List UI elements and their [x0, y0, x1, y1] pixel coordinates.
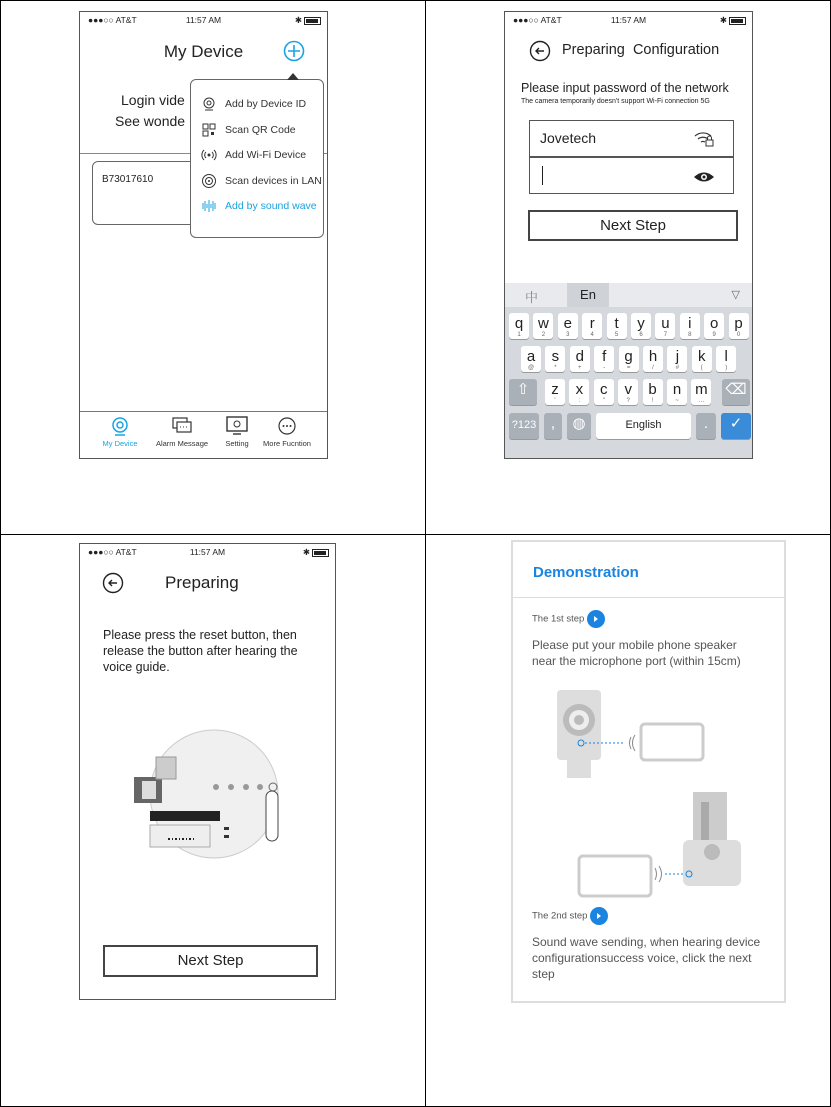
space-key[interactable]: English	[596, 413, 691, 439]
menu-sound-wave[interactable]: Add by sound wave	[201, 198, 317, 214]
comma-key[interactable]: ,	[544, 413, 562, 439]
add-icon[interactable]	[283, 40, 305, 67]
key-a[interactable]: a @	[521, 346, 541, 372]
ssid-field[interactable]: Jovetech	[529, 120, 734, 157]
globe-icon[interactable]: ◍	[567, 413, 591, 439]
sound-wave-icon	[201, 198, 217, 214]
key-l[interactable]: l )	[716, 346, 736, 372]
step1-label: The 1st step	[532, 610, 605, 628]
keyboard	[505, 283, 752, 458]
battery-icon: ✱	[720, 15, 746, 26]
device-icon	[110, 416, 130, 436]
status-bar	[80, 12, 327, 26]
add-menu	[190, 79, 324, 238]
wifi-signal-icon	[201, 147, 217, 163]
key-u[interactable]: u 7	[655, 313, 675, 339]
key-j[interactable]: j #	[667, 346, 687, 372]
step1-illustration	[557, 690, 707, 785]
tab-my-device[interactable]: My Device	[90, 416, 150, 448]
tab-bar	[80, 411, 327, 458]
tab-alarm[interactable]: Alarm Message	[152, 416, 212, 448]
status-bar: ●●●○○ AT&T 11:57 AM ✱	[80, 544, 335, 558]
time: 11:57 AM	[185, 15, 222, 25]
scan-lan-icon	[201, 173, 217, 189]
play-icon[interactable]	[590, 907, 608, 925]
key-e[interactable]: e 3	[558, 313, 578, 339]
play-icon[interactable]	[587, 610, 605, 628]
key-q[interactable]: q 1	[509, 313, 529, 339]
screen-configuration	[504, 11, 753, 459]
login-text-1: Login vide	[121, 92, 185, 108]
more-icon	[277, 416, 297, 436]
next-step-button[interactable]: Next Step	[103, 945, 318, 977]
wifi-note: The camera temporarily doesn't support Wi-Fi connection 5G	[521, 98, 710, 105]
key-n[interactable]: n ~	[667, 379, 687, 405]
period-key[interactable]: .	[696, 413, 716, 439]
enter-key[interactable]: ✓	[721, 413, 751, 439]
key-m[interactable]: m …	[691, 379, 711, 405]
status-bar: ●●●○○ AT&T 11:57 AM ✱	[505, 12, 752, 26]
step2-text: Sound wave sending, when hearing device configurationsuccess voice, click the next step	[532, 935, 761, 981]
menu-add-by-id[interactable]: Add by Device ID	[201, 96, 306, 112]
key-w[interactable]: w 2	[533, 313, 553, 339]
qr-code-icon	[201, 122, 217, 138]
key-i[interactable]: i 8	[680, 313, 700, 339]
tab-setting[interactable]: Setting	[207, 416, 267, 448]
password-prompt: Please input password of the network	[521, 81, 729, 95]
demonstration-panel	[511, 540, 786, 1003]
carrier: ●●●○○ AT&T	[88, 15, 137, 25]
key-p[interactable]: p 0	[729, 313, 749, 339]
collapse-icon[interactable]: ▽	[731, 289, 740, 301]
key-d[interactable]: d +	[570, 346, 590, 372]
step2-illustration	[577, 792, 747, 907]
key-y[interactable]: y 6	[631, 313, 651, 339]
login-text-2: See wonde	[115, 113, 186, 129]
key-s[interactable]: s *	[545, 346, 565, 372]
device-id: B73017610	[102, 174, 154, 185]
key-k[interactable]: k (	[692, 346, 712, 372]
message-icon	[171, 416, 193, 436]
key-h[interactable]: h /	[643, 346, 663, 372]
eye-icon[interactable]	[693, 170, 715, 188]
key-r[interactable]: r 4	[582, 313, 602, 339]
back-icon[interactable]	[102, 572, 124, 599]
page-title: Preparing	[165, 573, 239, 592]
text-cursor	[542, 166, 543, 185]
back-icon[interactable]	[529, 40, 551, 67]
battery-icon: ✱	[295, 15, 321, 26]
password-field[interactable]	[529, 157, 734, 194]
setting-icon	[226, 416, 248, 436]
key-b[interactable]: b !	[643, 379, 663, 405]
key-f[interactable]: f -	[594, 346, 614, 372]
tab-more[interactable]: More Fucntion	[257, 416, 317, 448]
step2-label: The 2nd step	[532, 907, 608, 925]
key-c[interactable]: c "	[594, 379, 614, 405]
menu-scan-qr[interactable]: Scan QR Code	[201, 122, 296, 138]
battery-icon: ✱	[303, 547, 329, 558]
screen-my-device	[79, 11, 328, 459]
key-v[interactable]: v ?	[618, 379, 638, 405]
lang-en[interactable]: En	[567, 283, 609, 307]
key-z[interactable]: z '	[545, 379, 565, 405]
camera-icon	[201, 96, 217, 112]
next-step-button[interactable]: Next Step	[528, 210, 738, 241]
instruction-text: Please press the reset button, then release the button after hearing the voice guide.	[103, 628, 298, 674]
screen-preparing	[79, 543, 336, 1000]
step1-text: Please put your mobile phone speaker near the microphone port (within 15cm)	[532, 638, 741, 668]
menu-scan-lan[interactable]: Scan devices in LAN	[201, 173, 322, 189]
page-title: My Device	[163, 42, 244, 61]
numbers-key[interactable]: ?123	[509, 413, 539, 439]
backspace-key[interactable]: ⌫	[722, 379, 750, 405]
key-g[interactable]: g =	[619, 346, 639, 372]
lang-zh[interactable]: 中	[525, 290, 539, 305]
reset-illustration	[134, 729, 284, 864]
page-title: Preparing Configuration	[562, 42, 720, 58]
menu-add-wifi[interactable]: Add Wi-Fi Device	[201, 147, 306, 163]
demo-title: Demonstration	[533, 564, 639, 581]
key-t[interactable]: t 5	[607, 313, 627, 339]
wifi-lock-icon	[693, 130, 715, 153]
key-o[interactable]: o 9	[704, 313, 724, 339]
key-x[interactable]: x :	[569, 379, 589, 405]
shift-key[interactable]: ⇧	[509, 379, 537, 405]
